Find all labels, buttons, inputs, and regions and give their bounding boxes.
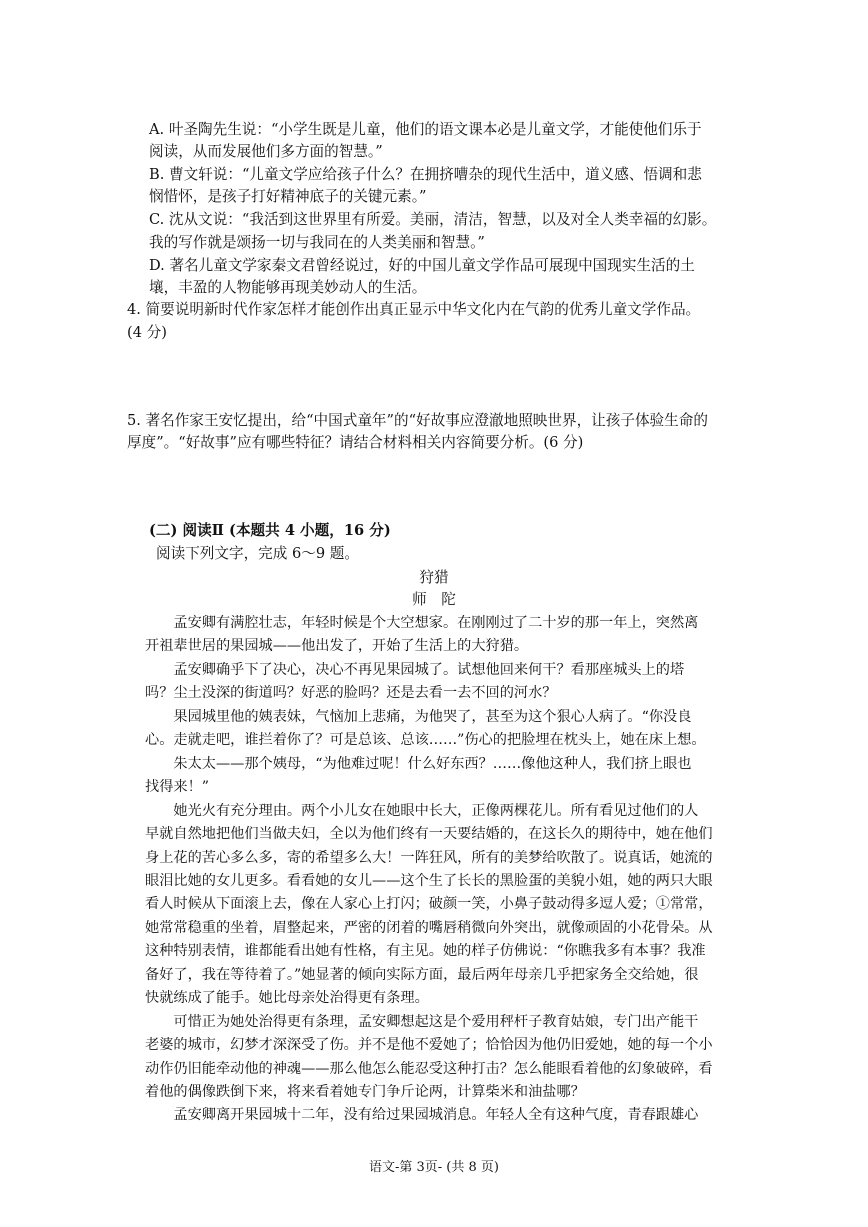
option-d-line-1: D. 著名儿童文学家秦文君曾经说过，好的中国儿童文学作品可展现中国现实生活的土 <box>149 257 695 274</box>
story-line: 心。走就走吧，谁拦着你了？可是总该、总该……”伤心的把脸埋在枕头上，她在床上想。 <box>145 732 706 748</box>
story-line: 她常常稳重的坐着，眉整起来，严密的闭着的嘴唇稍微向外突出，就像顽固的小花骨朵。从 <box>145 920 713 936</box>
story-title: 狩猎 <box>419 569 449 586</box>
story-line: 孟安卿确乎下了决心，决心不再见果园城了。试想他回来何干？看那座城头上的塔 <box>145 662 685 678</box>
question-5-line-1: 5. 著名作家王安忆提出，给“中国式童年”的“好故事应澄澈地照映世界，让孩子体验生命的 <box>127 412 708 429</box>
option-a-line-1: A. 叶圣陶先生说：“小学生既是儿童，他们的语文课本必是儿童文学，才能使他们乐于 <box>149 121 702 138</box>
story-line: 孟安卿离开果园城十二年，没有给过果园城消息。年轻人全有这种气度，青春跟雄心 <box>145 1107 699 1123</box>
option-d-line-2: 壤，丰盈的人物能够再现美妙动人的生活。 <box>149 279 427 296</box>
story-line: 这种特别表情，谁都能看出她有性格，有主见。她的样子仿佛说：“你瞧我多有本事？我准 <box>145 943 706 959</box>
question-4-line-1: 4. 简要说明新时代作家怎样才能创作出真正显示中华文化内在气韵的优秀儿童文学作品。 <box>127 301 701 318</box>
story-line: 身上花的苦心多么多，寄的希望多么大！一阵狂风，所有的美梦给吹散了。说真话，她流的 <box>145 850 713 866</box>
story-line: 朱太太——那个姨母，“为他难过呢！什么好东西？……像他这种人，我们挤上眼也 <box>145 756 692 772</box>
story-line: 动作仍旧能牵动他的神魂——那么他怎么能忍受这种打击？怎么能眼看着他的幻象破碎，看 <box>145 1061 713 1077</box>
story-line: 吗？尘土没深的街道吗？好恶的脸吗？还是去看一去不回的河水？ <box>145 685 557 701</box>
story-line: 可惜正为她处治得更有条理，孟安卿想起这是个爱用秤杆子教育姑娘，专门出产能干 <box>145 1014 699 1030</box>
story-author: 师 陀 <box>412 591 456 608</box>
story-line: 快就练成了能手。她比母亲处治得更有条理。 <box>145 990 429 1006</box>
story-line: 找得来！” <box>145 779 210 795</box>
page-footer: 语文-第 3页- (共 8 页) <box>368 1160 499 1175</box>
story-line: 她光火有充分理由。两个小儿女在她眼中长大，正像两棵花儿。所有看见过他们的人 <box>145 803 699 819</box>
story-line: 开祖辈世居的果园城——他出发了，开始了生活上的大狩猎。 <box>145 638 529 654</box>
option-a-line-2: 阅读，从而发展他们多方面的智慧。” <box>149 143 383 160</box>
option-b-line-2: 悯惜怀，是孩子打好精神底子的关键元素。” <box>149 188 427 205</box>
story-line: 果园城里他的姨表妹，气恼加上悲痛，为他哭了，甚至为这个狠心人病了。“你没良 <box>145 709 692 725</box>
story-line: 早就自然地把他们当做夫妇，全以为他们终有一天要结婚的，在这长久的期待中，她在他们 <box>145 826 713 842</box>
option-c-line-2: 我的写作就是颂扬一切与我同在的人类美丽和智慧。” <box>149 234 485 251</box>
question-5-line-2: 厚度”。“好故事”应有哪些特征？请结合材料相关内容简要分析。(6 分) <box>127 434 584 451</box>
story-line: 看人时候从下面滚上去，像在人家心上打闪；破颜一笑，小鼻子鼓动得多逗人爱；①常常， <box>145 896 713 912</box>
section-heading: (二) 阅读Ⅱ (本题共 4 小题，16 分) <box>149 522 391 539</box>
story-line: 眼泪比她的女儿更多。看看她的女儿——这个生了长长的黑脸蛋的美貌小姐，她的两只大眼 <box>145 873 713 889</box>
section-instruction: 阅读下列文字，完成 6～9 题。 <box>156 545 359 562</box>
story-line: 着他的偶像跌倒下来，将来看着她专门争斤论两，计算柴米和油盐哪？ <box>145 1084 585 1100</box>
story-line: 备好了，我在等待着了。”她显著的倾向实际方面，最后两年母亲几乎把家务全交给她，很 <box>145 967 699 983</box>
story-line: 老婆的城市，幻梦才深深受了伤。并不是他不爱她了；恰恰因为他仍旧爱她，她的每一个小 <box>145 1037 713 1053</box>
question-4-line-2: (4 分) <box>127 324 167 341</box>
option-c-line-1: C. 沈从文说：“我活到这世界里有所爱。美丽，清洁，智慧，以及对全人类幸福的幻影。 <box>149 211 717 228</box>
option-b-line-1: B. 曹文轩说：“儿童文学应给孩子什么？在拥挤嘈杂的现代生活中，道义感、悟调和悲 <box>149 166 702 183</box>
story-line: 孟安卿有满腔壮志，年轻时候是个大空想家。在刚刚过了二十岁的那一年上，突然离 <box>145 615 699 631</box>
